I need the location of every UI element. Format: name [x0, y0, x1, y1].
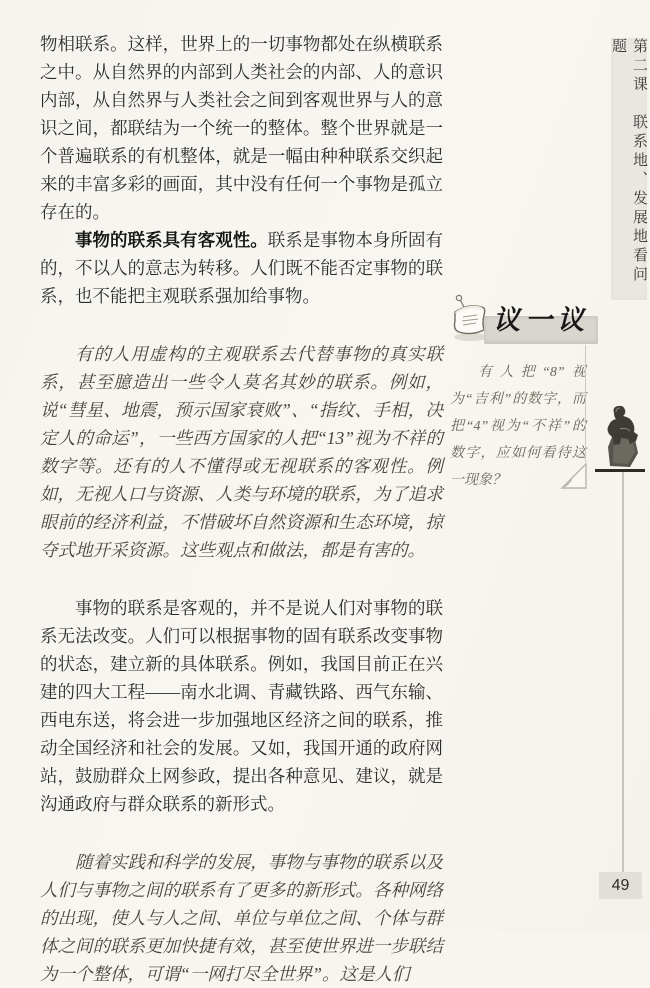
margin-rule-line	[622, 472, 624, 872]
bold-lead-text: 事物的联系具有客观性。	[75, 230, 268, 250]
chapter-tab-label: 第二课 联系地、发展地看问题	[610, 38, 647, 285]
paragraph-changing-connections: 事物的联系是客观的，并不是说人们对事物的联系无法改变。人们可以根据事物的固有联系改变事物的状态，建立新的具体联系。例如，我国目前正在兴建的四大工程——南水北调、青藏铁路、西气东输、西电东送，将会进一步加强地区经济之间的联系，推动全国经济和社会的发展。又如，我国开通的政府网站，鼓励群众上网参政，提出各种意见、建议，就是沟通政府与群众联系的新形式。	[40, 598, 443, 814]
page-fold-icon	[560, 460, 592, 492]
paragraph-subjective-examples: 有的人用虚构的主观联系去代替事物的真实联系，甚至臆造出一些令人莫名其妙的联系。例如，说“彗星、地震，预示国家衰败”、“指纹、手相，决定人的命运”，一些西方国家的人把“13”视为不祥的数字等。还有的人不懂得或无视联系的客观性。例如，无视人口与资源、人类与环境的联系，为了追求眼前的经济利益，不惜破坏自然资源和生态环境，掠夺式地开采资源。这些观点和做法，都是有害的。	[40, 344, 443, 560]
paragraph-new-forms: 随着实践和科学的发展，事物与事物的联系以及人们与事物之间的联系有了更多的新形式。各种网络的出现，使人与人之间、单位与单位之间、个体与群体之间的联系更加快捷有效，甚至使世界进一步联结为一个整体，可谓“一网打尽全世界”。这是人们	[40, 852, 443, 984]
discuss-box	[446, 288, 598, 498]
paragraph-objectivity-rest: 联系是事物本身所固有的，不以人的意志为转移。人们既不能否定事物的联系，也不能把主观联系强加给事物。	[40, 230, 444, 306]
page-number: 49	[599, 872, 642, 899]
statue-baseline	[595, 469, 645, 472]
paragraph-objectivity	[40, 226, 443, 310]
discuss-box-border	[585, 345, 586, 462]
discuss-title: 议一议	[493, 305, 589, 335]
chapter-tab	[611, 38, 647, 300]
thinker-statue-image	[600, 403, 644, 469]
paragraph-universal-connection: 物相联系。这样，世界上的一切事物都处在纵横联系之中。从自然界的内部到人类社会的内部、人的意识内部，从自然界与人类社会之间到客观世界与人的意识之间，都联结为一个统一的整体。整个世界就是一个普遍联系的有机整体，就是一幅由种种联系交织起来的丰富多彩的画面，其中没有任何一个事物是孤立存在的。	[40, 34, 443, 222]
main-text-column	[40, 30, 443, 988]
discuss-banner	[484, 305, 598, 343]
discuss-question-text: 有人把“8”视为“吉利”的数字，而把“4”视为“不祥”的数字，应如何看待这一现象？	[450, 365, 586, 488]
